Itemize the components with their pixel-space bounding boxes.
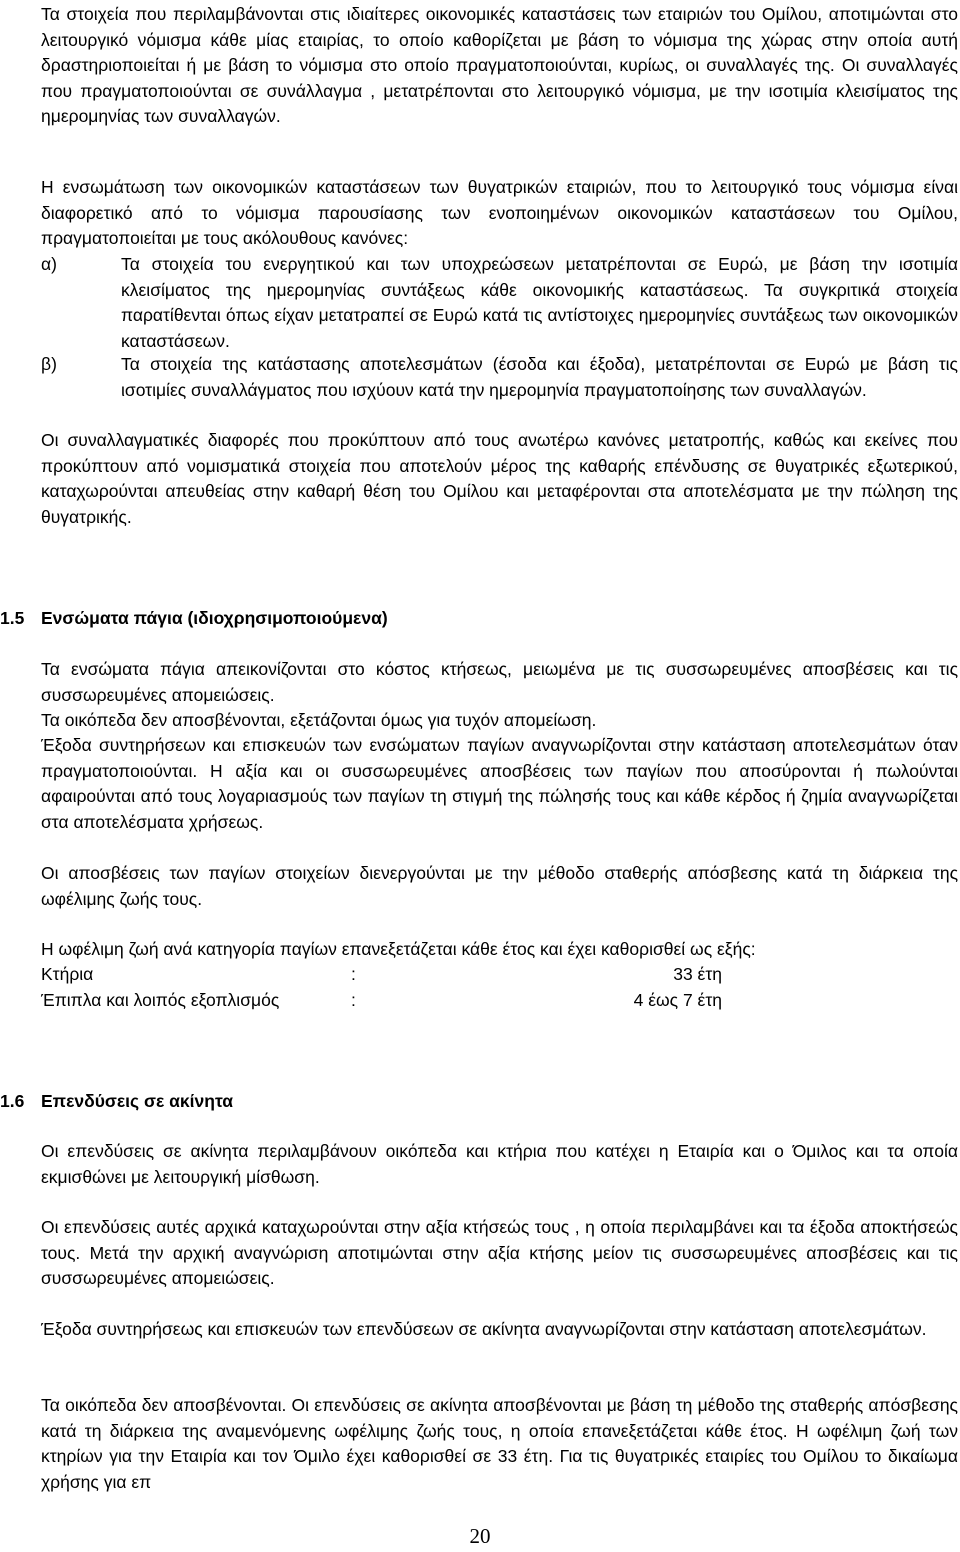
paragraph-useful-life-intro: Η ωφέλιμη ζωή ανά κατηγορία παγίων επανεξετάζεται κάθε έτος και έχει καθορισθεί ως εξής: xyxy=(41,939,756,959)
paragraph-investment-property: Οι επενδύσεις σε ακίνητα περιλαμβάνουν οικόπεδα και κτήρια που κατέχει η Εταιρία και ο Όμιλος και τα οποία εκμισθώνει με λειτουργική μίσθωση. xyxy=(41,1141,958,1187)
list-item-a xyxy=(41,252,958,354)
list-text-a: Τα στοιχεία του ενεργητικού και των υποχρεώσεων μετατρέπονται σε Ευρώ, με βάση την ισοτιμία κλεισίματος της ημερομηνίας συντάξεως κάθε οικονομικής καταστάσεως. Τα συγκριτικά στοιχεία παρατίθενται όπως είχαν μετατραπεί σε Ευρώ κατά τις αντίστοιχες ημερομηνίες συντάξεως των οικονομικών καταστάσεων. xyxy=(121,254,958,351)
useful-life-value: 4 έως 7 έτη xyxy=(633,989,722,1010)
useful-life-category: Κτήρια xyxy=(41,964,94,984)
list-text-b: Τα στοιχεία της κατάστασης αποτελεσμάτων (έσοδα και έξοδα), μετατρέπονται σε Ευρώ με βάση τις ισοτιμίες συναλλάγματος που ισχύουν κατά την ημερομηνία πραγματοποίησης των συναλλαγών. xyxy=(121,354,958,400)
useful-life-row xyxy=(41,988,958,1014)
section-heading-1-6 xyxy=(0,1089,234,1115)
paragraph-maintenance: Έξοδα συντηρήσεων και επισκευών των ενσώματων παγίων αναγνωρίζονται στην κατάσταση αποτελεσμάτων όταν πραγματοποιούνται. Η αξία και οι συσσωρευμένες αποσβέσεις των παγίων που αποσύρονται ή πωλούνται αφαιρούνται από τους λογαριασμούς των παγίων τη στιγμή της πώλησής τους και κάθε κέρδος ή ζημία αναγνωρίζεται στα αποτελέσματα χρήσεως. xyxy=(41,735,958,832)
paragraph-depreciation: Οι αποσβέσεις των παγίων στοιχείων διενεργούνται με την μέθοδο σταθερής απόσβεσης κατά τη διάρκεια της ωφέλιμης ζωής τους. xyxy=(41,863,958,909)
section-number: 1.6 xyxy=(0,1091,25,1111)
paragraph-functional-currency: Τα στοιχεία που περιλαμβάνονται στις ιδιαίτερες οικονομικές καταστάσεις των εταιριών του Ομίλου, αποτιμώνται στο λειτουργικό νόμισμα κάθε μίας εταιρίας, το οποίο καθορίζεται με βάση το νόμισμα της χώρας στην οποία αυτή δραστηριοποιείται ή με βάση το νόμισμα στο οποίο πραγματοποιούνται, κυρίως, οι συναλλαγές της. Οι συναλλαγές που πραγματοποιούνται σε συνάλλαγμα , μετατρέπονται στο λειτουργικό νόμισμα, με την ισοτιμία κλεισίματος της ημερομηνίας των συναλλαγών. xyxy=(41,4,958,126)
useful-life-separator: : xyxy=(351,964,356,984)
useful-life-category: Έπιπλα και λοιπός εξοπλισμός xyxy=(41,989,280,1010)
section-title: Επενδύσεις σε ακίνητα xyxy=(41,1091,234,1111)
section-title: Ενσώματα πάγια (ιδιοχρησιμοποιούμενα) xyxy=(41,608,388,628)
paragraph-exchange-differences: Οι συναλλαγματικές διαφορές που προκύπτουν από τους ανωτέρω κανόνες μετατροπής, καθώς και εκείνες που προκύπτουν από νομισματικά στοιχεία που αποτελούν μέρος της καθαρής επένδυσης σε θυγατρικές εξωτερικού, καταχωρούνται απευθείας στην καθαρή θέση του Ομίλου και μεταφέρονται στα αποτελέσματα με την πώληση της θυγατρικής. xyxy=(41,430,958,527)
list-item-b xyxy=(41,352,958,403)
section-heading-1-5 xyxy=(0,606,388,632)
list-label-b: β) xyxy=(41,354,57,374)
useful-life-row xyxy=(41,962,958,988)
paragraph-maintenance-property: Έξοδα συντηρήσεως και επισκευών των επενδύσεων σε ακίνητα αναγνωρίζονται στην κατάσταση αποτελεσμάτων. xyxy=(41,1319,927,1339)
paragraph-consolidation-rules: Η ενσωμάτωση των οικονομικών καταστάσεων των θυγατρικών εταιριών, που το λειτουργικό τους νόμισμα είναι διαφορετικό από το νόμισμα παρουσίασης των ενοποιημένων οικονομικών καταστάσεων του Ομίλου, πραγματοποιείται με τους ακόλουθους κανόνες: xyxy=(41,177,958,248)
useful-life-separator: : xyxy=(351,989,356,1010)
paragraph-cost-basis: Τα ενσώματα πάγια απεικονίζονται στο κόστος κτήσεως, μειωμένα με τις συσσωρευμένες αποσβέσεις και τις συσσωρευμένες απομειώσεις. xyxy=(41,659,958,705)
paragraph-initial-recognition: Οι επενδύσεις αυτές αρχικά καταχωρούνται στην αξία κτήσεώς τους , η οποία περιλαμβάνει και τα έξοδα αποκτήσεώς τους. Μετά την αρχική αναγνώριση αποτιμώνται στην αξία κτήσης μείον τις συσσωρευμένες αποσβέσεις και τις συσσωρευμένες απομειώσεις. xyxy=(41,1217,958,1288)
section-number: 1.5 xyxy=(0,608,25,628)
paragraph-land-depreciation: Τα οικόπεδα δεν αποσβένονται. Οι επενδύσεις σε ακίνητα αποσβένονται με βάση τη μέθοδο της σταθερής απόσβεσης κατά τη διάρκεια της αναμενόμενης ωφέλιμης ζωής τους, η οποία επανεξετάζεται κάθε έτος. Η ωφέλιμη ζωή των κτηρίων για την Εταιρία και τον Όμιλο έχει καθορισθεί σε 33 έτη. Για τις θυγατρικές εταιρίες του Ομίλου το δικαίωμα χρήσης για επ xyxy=(41,1395,958,1492)
page-number: 20 xyxy=(469,1524,491,1548)
useful-life-table xyxy=(41,962,958,1013)
list-label-a: α) xyxy=(41,254,57,274)
useful-life-value: 33 έτη xyxy=(673,964,722,984)
paragraph-land: Τα οικόπεδα δεν αποσβένονται, εξετάζονται όμως για τυχόν απομείωση. xyxy=(41,710,597,730)
